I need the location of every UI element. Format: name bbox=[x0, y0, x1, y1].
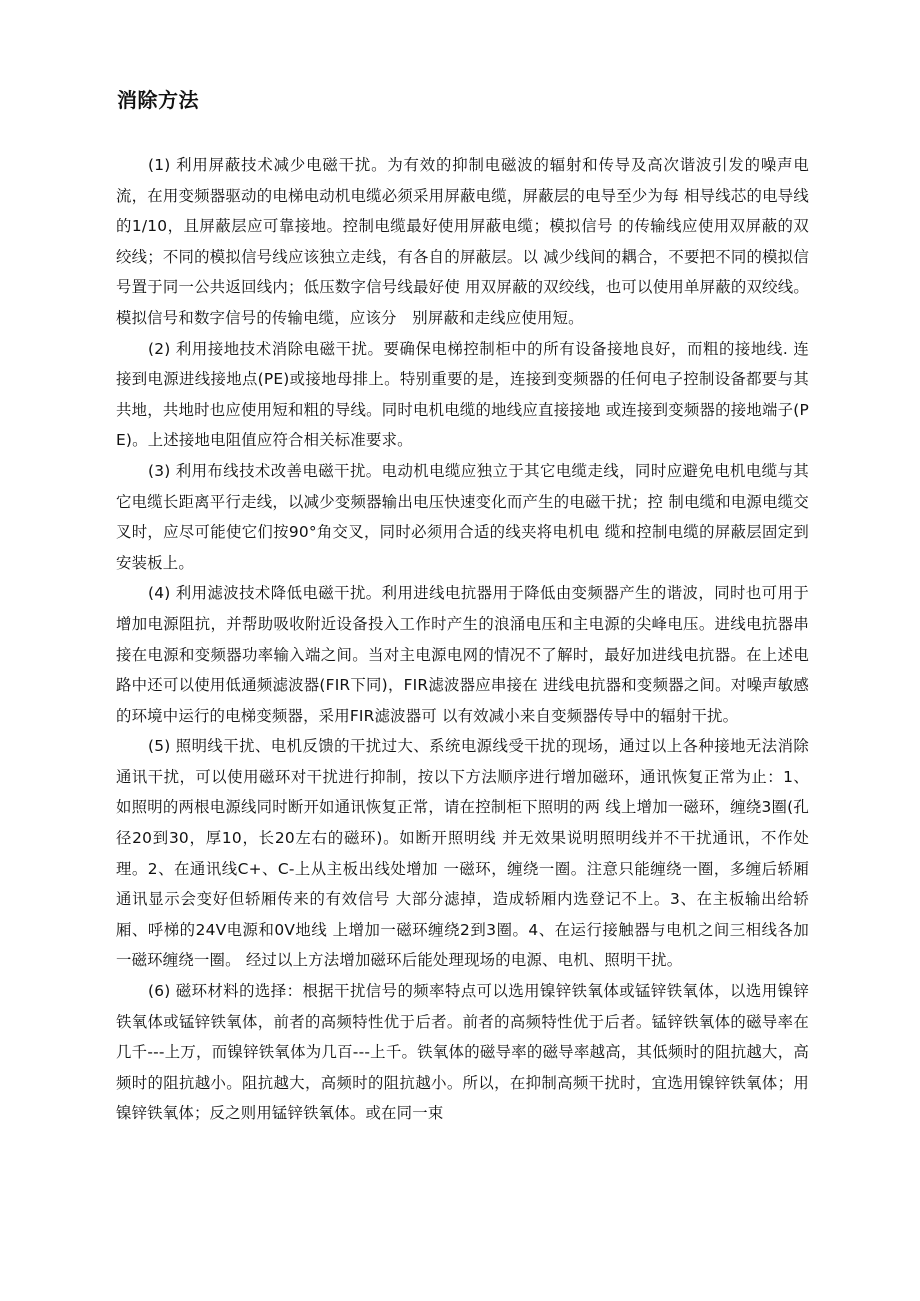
paragraph-ring-material: (6) 磁环材料的选择：根据干扰信号的频率特点可以选用镍锌铁氧体或锰锌铁氧体，以选用镍锌铁氧体或锰锌铁氧体，前者的高频特性优于后者。前者的高频特性优于后者。锰锌铁氧体的磁导率在几千---上万，而镍锌铁氧体为几百---上千。铁氧体的磁导率的磁导率越高，其低频时的阻抗越大，高频时的阻抗越小。阻抗越大，高频时的阻抗越小。所以，在抑制高频干扰时，宜选用镍锌铁氧体；用镍锌铁氧体；反之则用锰锌铁氧体。或在同一束 bbox=[116, 982, 809, 1123]
document-body bbox=[116, 150, 809, 1129]
page-title: 消除方法 bbox=[117, 88, 199, 112]
paragraph-wiring: (3) 利用布线技术改善电磁干扰。电动机电缆应独立于其它电缆走线，同时应避免电机电缆与其它电缆长距离平行走线，以减少变频器输出电压快速变化而产生的电磁干扰；控 制电缆和电源电缆交叉时，应尽可能使它们按90°角交叉，同时必须用合适的线夹将电机电 缆和控制电缆的屏蔽层固定到安装板上。 bbox=[116, 461, 809, 572]
paragraph-magnetic-ring: (5) 照明线干扰、电机反馈的干扰过大、系统电源线受干扰的现场，通过以上各种接地无法消除通讯干扰，可以使用磁环对干扰进行抑制，按以下方法顺序进行增加磁环，通讯恢复正常为止：1、如照明的两根电源线同时断开如通讯恢复正常，请在控制柜下照明的两 线上增加一磁环，缠绕3圈(孔径20到30，厚10，长20左右的磁环)。如断开照明线 并无效果说明照明线并不干扰通讯，不作处理。2、在通讯线C+、C-上从主板出线处增加 一磁环，缠绕一圈。注意只能缠绕一圈，多缠后轿厢通讯显示会变好但轿厢传来的有效信号 大部分滤掉，造成轿厢内选登记不上。3、在主板输出给轿厢、呼梯的24V电源和0V地线 上增加一磁环缠绕2到3圈。4、在运行接触器与电机之间三相线各加一磁环缠绕一圈。 经过以上方法增加磁环后能处理现场的电源、电机、照明干扰。 bbox=[116, 737, 809, 970]
paragraph-filtering: (4) 利用滤波技术降低电磁干扰。利用进线电抗器用于降低由变频器产生的谐波，同时也可用于增加电源阻抗，并帮助吸收附近设备投入工作时产生的浪涌电压和主电源的尖峰电压。进线电抗器串接在电源和变频器功率输入端之间。当对主电源电网的情况不了解时，最好加进线电抗器。在上述电路中还可以使用低通频滤波器(FIR下同)，FIR滤波器应串接在 进线电抗器和变频器之间。对噪声敏感的环境中运行的电梯变频器，采用FIR滤波器可 以有效减小来自变频器传导中的辐射干扰。 bbox=[116, 584, 809, 725]
paragraph-shielding: (1) 利用屏蔽技术减少电磁干扰。为有效的抑制电磁波的辐射和传导及高次谐波引发的噪声电流，在用变频器驱动的电梯电动机电缆必须采用屏蔽电缆，屏蔽层的电导至少为每 相导线芯的电导线的1/10，且屏蔽层应可靠接地。控制电缆最好使用屏蔽电缆；模拟信号 的传输线应使用双屏蔽的双绞线；不同的模拟信号线应该独立走线，有各自的屏蔽层。以 减少线间的耦合，不要把不同的模拟信号置于同一公共返回线内；低压数字信号线最好使 用双屏蔽的双绞线，也可以使用单屏蔽的双绞线。模拟信号和数字信号的传输电缆，应该分 别屏蔽和走线应使用短。 bbox=[116, 156, 809, 327]
paragraph-grounding: (2) 利用接地技术消除电磁干扰。要确保电梯控制柜中的所有设备接地良好，而粗的接地线. 连接到电源进线接地点(PE)或接地母排上。特别重要的是，连接到变频器的任何电子控制设备都要与其共地，共地时也应使用短和粗的导线。同时电机电缆的地线应直接接地 或连接到变频器的接地端子(PE)。上述接地电阻值应符合相关标准要求。 bbox=[116, 339, 809, 450]
